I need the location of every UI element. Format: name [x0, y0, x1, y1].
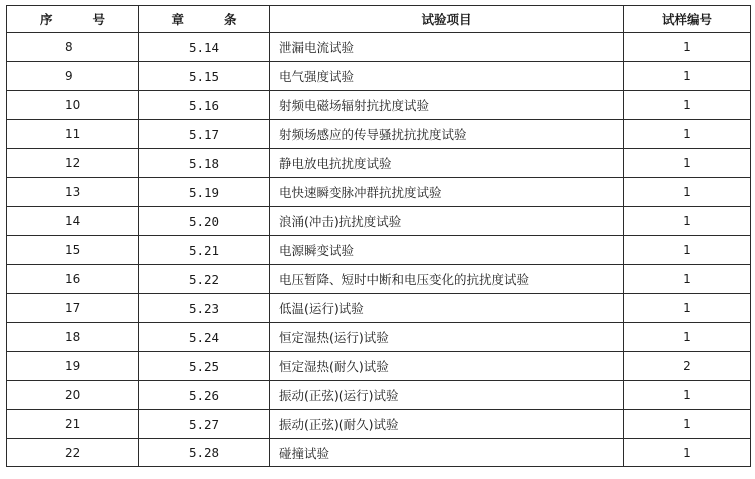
- row-test-item: 碰撞试验: [270, 439, 624, 467]
- row-clause: 5.27: [139, 410, 270, 439]
- row-sample-number: 2: [624, 352, 751, 381]
- table-row: [7, 265, 751, 294]
- row-clause: 5.18: [139, 149, 270, 178]
- row-sequence-number: 21: [7, 410, 139, 439]
- row-sample-number: 1: [624, 236, 751, 265]
- table-header-row: [7, 6, 751, 33]
- row-sequence-number: 19: [7, 352, 139, 381]
- table-row: [7, 207, 751, 236]
- row-test-item: 射频电磁场辐射抗扰度试验: [270, 91, 624, 120]
- table-row: [7, 410, 751, 439]
- row-test-item: 振动(正弦)(运行)试验: [270, 381, 624, 410]
- row-sequence-number: 15: [7, 236, 139, 265]
- row-clause: 5.22: [139, 265, 270, 294]
- row-sequence-number: 12: [7, 149, 139, 178]
- row-sequence-number: 13: [7, 178, 139, 207]
- row-sample-number: 1: [624, 410, 751, 439]
- table-row: [7, 323, 751, 352]
- row-sample-number: 1: [624, 33, 751, 62]
- row-sample-number: 1: [624, 381, 751, 410]
- header-sequence-number: [7, 6, 139, 33]
- table-row: [7, 439, 751, 467]
- row-sequence-number: 14: [7, 207, 139, 236]
- row-clause: 5.25: [139, 352, 270, 381]
- row-sample-number: 1: [624, 120, 751, 149]
- row-sequence-number: 16: [7, 265, 139, 294]
- row-test-item: 电压暂降、短时中断和电压变化的抗扰度试验: [270, 265, 624, 294]
- row-test-item: 泄漏电流试验: [270, 33, 624, 62]
- table-row: [7, 120, 751, 149]
- row-sample-number: 1: [624, 62, 751, 91]
- row-sample-number: 1: [624, 149, 751, 178]
- table-row: [7, 381, 751, 410]
- header-sample-number: 试样编号: [624, 6, 751, 33]
- row-test-item: 振动(正弦)(耐久)试验: [270, 410, 624, 439]
- table-row: [7, 236, 751, 265]
- row-test-item: 浪涌(冲击)抗扰度试验: [270, 207, 624, 236]
- header-clause: [139, 6, 270, 33]
- row-test-item: 静电放电抗扰度试验: [270, 149, 624, 178]
- row-clause: 5.15: [139, 62, 270, 91]
- header-sequence-char-2: 号: [92, 12, 106, 27]
- row-sequence-number: 8: [7, 33, 139, 62]
- row-sequence-number: 22: [7, 439, 139, 467]
- row-test-item: 电快速瞬变脉冲群抗扰度试验: [270, 178, 624, 207]
- header-test-item: 试验项目: [270, 6, 624, 33]
- row-clause: 5.19: [139, 178, 270, 207]
- header-sequence-char-1: 序: [39, 12, 53, 27]
- row-sequence-number: 20: [7, 381, 139, 410]
- row-test-item: 恒定湿热(运行)试验: [270, 323, 624, 352]
- row-test-item: 电气强度试验: [270, 62, 624, 91]
- header-clause-char-2: 条: [224, 12, 237, 27]
- row-sample-number: 1: [624, 178, 751, 207]
- row-clause: 5.24: [139, 323, 270, 352]
- table-row: [7, 149, 751, 178]
- row-sequence-number: 10: [7, 91, 139, 120]
- row-sequence-number: 18: [7, 323, 139, 352]
- row-clause: 5.28: [139, 439, 270, 467]
- table-row: [7, 178, 751, 207]
- table-row: [7, 352, 751, 381]
- table-row: [7, 62, 751, 91]
- row-sample-number: 1: [624, 323, 751, 352]
- document-page: [6, 5, 750, 475]
- row-sequence-number: 17: [7, 294, 139, 323]
- row-sample-number: 1: [624, 265, 751, 294]
- row-sample-number: 1: [624, 91, 751, 120]
- row-sequence-number: 11: [7, 120, 139, 149]
- table-row: [7, 294, 751, 323]
- row-test-item: 恒定湿热(耐久)试验: [270, 352, 624, 381]
- row-sample-number: 1: [624, 439, 751, 467]
- row-test-item: 射频场感应的传导骚扰抗扰度试验: [270, 120, 624, 149]
- row-test-item: 电源瞬变试验: [270, 236, 624, 265]
- row-clause: 5.16: [139, 91, 270, 120]
- row-clause: 5.26: [139, 381, 270, 410]
- test-items-table: [6, 5, 751, 467]
- table-row: [7, 91, 751, 120]
- row-clause: 5.23: [139, 294, 270, 323]
- row-sample-number: 1: [624, 207, 751, 236]
- row-clause: 5.14: [139, 33, 270, 62]
- row-clause: 5.20: [139, 207, 270, 236]
- header-clause-char-1: 章: [171, 12, 184, 27]
- row-sample-number: 1: [624, 294, 751, 323]
- row-clause: 5.17: [139, 120, 270, 149]
- row-sequence-number: 9: [7, 62, 139, 91]
- row-test-item: 低温(运行)试验: [270, 294, 624, 323]
- row-clause: 5.21: [139, 236, 270, 265]
- table-row: [7, 33, 751, 62]
